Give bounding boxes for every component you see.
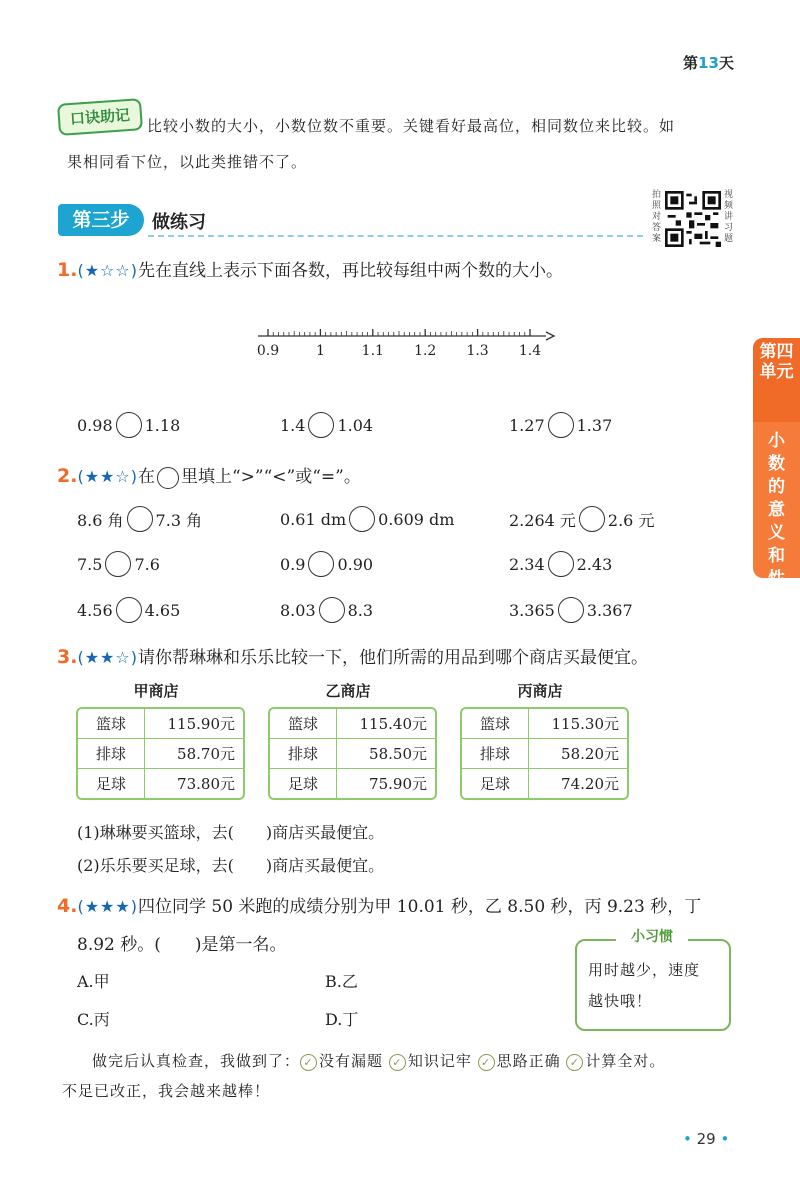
option-b[interactable]: B.乙 <box>325 972 358 991</box>
compare-left: 0.9 <box>280 554 306 574</box>
store-yi <box>268 680 437 800</box>
answer-circle[interactable] <box>116 597 142 623</box>
option-a[interactable]: A.甲 <box>77 972 110 991</box>
q2-item <box>280 506 454 532</box>
number-line-label: 0.9 <box>256 343 280 359</box>
answer-circle[interactable] <box>105 551 131 577</box>
option-d[interactable]: D.丁 <box>325 1010 359 1029</box>
compare-right: 3.367 <box>586 600 633 620</box>
item-price: 75.90元 <box>337 768 435 798</box>
day-number: 13 <box>698 54 719 72</box>
self-check-line-2: 不足已改正，我会越来越棒！ <box>62 1082 271 1100</box>
answer-circle[interactable] <box>548 412 574 438</box>
store-name: 乙商店 <box>325 682 371 700</box>
item-price: 73.80元 <box>145 768 243 798</box>
habit-text <box>588 955 718 1017</box>
item-price: 115.90元 <box>167 715 235 733</box>
table-row <box>78 768 243 798</box>
option-c[interactable]: C.丙 <box>77 1010 110 1029</box>
question-1 <box>57 256 563 281</box>
day-indicator <box>683 52 734 73</box>
compare-left: 4.56 <box>77 600 113 620</box>
answer-circle[interactable] <box>579 506 605 532</box>
check-icon[interactable]: ✓ <box>389 1054 406 1071</box>
day-suffix: 天 <box>718 54 734 72</box>
q2-item <box>280 597 373 623</box>
compare-right: 0.609 dm <box>378 509 455 529</box>
question-3 <box>57 643 648 668</box>
store-jia <box>76 680 245 800</box>
question-number: 3. <box>57 646 78 668</box>
compare-left: 3.365 <box>509 600 555 620</box>
item-name: 篮球 <box>270 709 337 738</box>
unit-name: 第四单元 <box>759 342 794 382</box>
compare-left: 1.27 <box>509 415 545 435</box>
question-4-line-2[interactable]: 8.92 秒。( )是第一名。 <box>77 935 287 955</box>
self-check-prefix: 做完后认真检查，我做到了： <box>92 1052 301 1070</box>
item-name: 排球 <box>78 738 145 768</box>
item-name: 排球 <box>462 738 529 768</box>
q3-sub-2[interactable]: (2)乐乐要买足球，去( )商店买最便宜。 <box>77 856 385 875</box>
compare-right: 1.18 <box>144 415 181 435</box>
compare-pair-2 <box>280 412 373 438</box>
dot-icon: • <box>683 1130 692 1148</box>
compare-left: 7.5 <box>77 554 103 574</box>
q2-item <box>509 506 654 532</box>
compare-right: 1.04 <box>337 415 374 435</box>
item-name: 篮球 <box>78 709 145 738</box>
step-title: 做练习 <box>152 212 206 233</box>
number-line-label: 1.2 <box>414 343 437 359</box>
difficulty-stars: (★★★) <box>77 897 138 916</box>
answer-circle[interactable] <box>116 412 142 438</box>
table-row <box>78 709 243 738</box>
question-number: 4. <box>57 895 78 917</box>
day-prefix: 第 <box>683 54 699 72</box>
habit-line-2: 越快哦！ <box>588 992 653 1010</box>
number-line-label: 1.4 <box>518 343 542 359</box>
q3-sub-1[interactable]: (1)琳琳要买篮球，去( )商店买最便宜。 <box>77 823 385 842</box>
question-4 <box>57 892 701 917</box>
difficulty-stars: (★★☆) <box>77 648 138 667</box>
check-icon[interactable]: ✓ <box>566 1054 583 1071</box>
item-name: 足球 <box>462 768 529 798</box>
compare-right: 7.3 角 <box>155 510 203 530</box>
check-label: 知识记牢 <box>407 1052 472 1070</box>
compare-left: 2.264 元 <box>509 510 576 530</box>
price-table <box>76 707 245 800</box>
table-row <box>462 709 627 738</box>
compare-left: 1.4 <box>280 415 306 435</box>
store-bing <box>460 680 629 800</box>
answer-circle[interactable] <box>127 506 153 532</box>
compare-right: 7.6 <box>134 554 160 574</box>
compare-right: 8.3 <box>347 600 374 620</box>
self-check <box>92 1046 665 1076</box>
item-name: 排球 <box>270 738 337 768</box>
item-price: 58.20元 <box>529 738 627 768</box>
compare-pair-3 <box>509 412 612 438</box>
table-row <box>462 738 627 768</box>
difficulty-stars: (★★☆) <box>77 467 138 486</box>
check-label: 思路正确 <box>496 1052 561 1070</box>
question-text-after: 里填上“>”“<”或“=”。 <box>180 467 361 487</box>
qr-left-caption: 拍照对答案 <box>652 190 662 244</box>
qr-right-caption: 视频讲习题 <box>724 190 734 244</box>
item-price: 58.50元 <box>337 738 435 768</box>
store-name: 丙商店 <box>517 682 563 700</box>
circle-symbol <box>157 467 179 489</box>
check-label: 计算全对。 <box>585 1052 666 1070</box>
table-row <box>462 768 627 798</box>
item-price: 115.30元 <box>551 715 619 733</box>
answer-circle[interactable] <box>548 551 574 577</box>
page-number <box>683 1130 729 1148</box>
compare-left: 0.61 dm <box>280 509 347 529</box>
q2-item <box>77 551 160 577</box>
table-row <box>270 709 435 738</box>
compare-left: 2.34 <box>509 554 545 574</box>
q2-item <box>509 551 612 577</box>
question-text-before: 在 <box>137 467 155 487</box>
q2-item <box>77 597 180 623</box>
page-number-value: 29 <box>696 1130 716 1148</box>
number-line-label: 1.3 <box>466 343 489 359</box>
unit-topic <box>753 430 800 614</box>
step-badge: 第三步 <box>58 204 144 236</box>
answer-circle[interactable] <box>558 597 584 623</box>
price-table <box>268 707 437 800</box>
answer-circle[interactable] <box>349 506 375 532</box>
difficulty-stars: (★☆☆) <box>77 261 138 280</box>
item-price: 58.70元 <box>145 738 243 768</box>
answer-circle[interactable] <box>308 412 334 438</box>
compare-left: 0.98 <box>77 415 113 435</box>
table-row <box>78 738 243 768</box>
compare-right: 2.6 元 <box>607 510 655 530</box>
number-line-label: 1 <box>315 343 325 359</box>
answer-circle[interactable] <box>308 551 334 577</box>
mnemonic-line-2: 果相同看下位，以此类推错不了。 <box>67 153 308 171</box>
mnemonic-line-1: 比较小数的大小，小数位数不重要。关键看好最高位，相同数位来比较。如 <box>147 117 676 135</box>
check-icon[interactable]: ✓ <box>478 1054 495 1071</box>
habit-line-1: 用时越少，速度 <box>588 961 701 979</box>
price-table <box>460 707 629 800</box>
number-line[interactable] <box>250 322 560 362</box>
compare-right: 4.65 <box>144 600 181 620</box>
unit-topic-text: 小数的意义和性质 <box>768 431 785 612</box>
question-text: 请你帮琳琳和乐乐比较一下，他们所需的用品到哪个商店买最便宜。 <box>137 648 648 668</box>
answer-circle[interactable] <box>319 597 345 623</box>
q2-item <box>280 551 373 577</box>
table-row <box>270 738 435 768</box>
check-label: 没有漏题 <box>319 1052 384 1070</box>
qr-code-icon[interactable] <box>665 191 721 247</box>
number-line-label: 1.1 <box>361 343 384 359</box>
item-price: 74.20元 <box>529 768 627 798</box>
question-text: 四位同学 50 米跑的成绩分别为甲 10.01 秒，乙 8.50 秒，丙 9.23 秒，丁 <box>137 897 702 917</box>
table-row <box>270 768 435 798</box>
compare-pair-1 <box>77 412 180 438</box>
question-number: 2. <box>57 465 78 487</box>
unit-label <box>753 338 800 422</box>
question-number: 1. <box>57 259 78 281</box>
mnemonic-badge: 口诀助记 <box>57 98 143 136</box>
q2-item <box>509 597 633 623</box>
compare-left: 8.6 角 <box>77 510 124 530</box>
habit-label: 小习惯 <box>616 926 688 948</box>
number-line-arrow-icon <box>546 332 554 340</box>
compare-left: 8.03 <box>280 600 316 620</box>
item-name: 篮球 <box>462 709 529 738</box>
compare-right: 0.90 <box>337 554 374 574</box>
check-icon[interactable]: ✓ <box>300 1054 317 1071</box>
q2-item <box>77 506 202 532</box>
item-price: 115.40元 <box>359 715 427 733</box>
item-name: 足球 <box>270 768 337 798</box>
compare-right: 1.37 <box>576 415 613 435</box>
question-text: 先在直线上表示下面各数，再比较每组中两个数的大小。 <box>137 261 563 281</box>
store-name: 甲商店 <box>133 682 179 700</box>
item-name: 足球 <box>78 768 145 798</box>
step-divider <box>148 235 643 237</box>
dot-icon: • <box>720 1130 730 1148</box>
compare-right: 2.43 <box>576 554 613 574</box>
question-2 <box>57 462 361 489</box>
